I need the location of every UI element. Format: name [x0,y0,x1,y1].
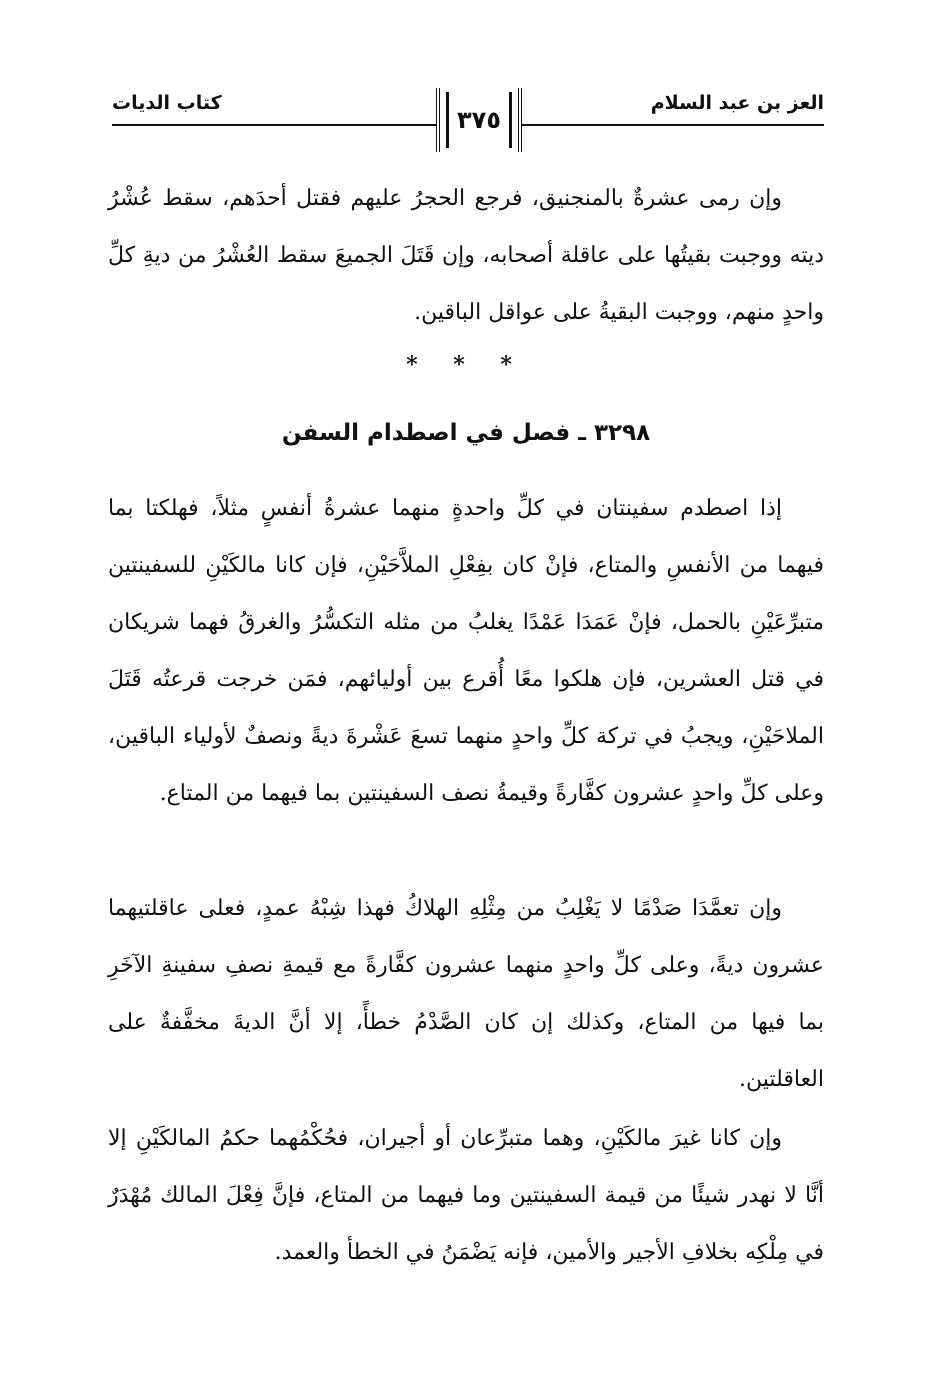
text-block-4 [108,1110,824,1281]
paragraph-2: إذا اصطدم سفينتان في كلِّ واحدةٍ منهما عشرةُ أنفسٍ مثلاً، فهلكتا بما فيهما من الأنفسِ والمتاع، فإنْ كان بفِعْلِ الملاَّحَيْنِ، فإن كانا مالكَيْنِ للسفينتين متبرِّعَيْنِ بالحمل، فإنْ عَمَدَا عَمْدًا يغلبُ من مثله التكسُّرُ والغرقُ فهما شريكان في قتل العشرين، فإن هلكوا معًا أُقرع بين أوليائهم، فمَن خرجت قرعتُه قَتَلَ الملاحَيْنِ، ويجبُ في تركة كلِّ واحدٍ منهما تسعَ عَشْرةَ ديةً ونصفٌ لأولياء الباقين، وعلى كلِّ واحدٍ عشرون كفَّارةً وقيمةُ نصف السفينتين بما فيهما من المتاع. [108,496,824,806]
paragraph-4: وإن كانا غيرَ مالكَيْنِ، وهما متبرِّعان أو أجيران، فحُكْمُهما حكمُ المالكَيْنِ إلا أنَّا لا نهدر شيئًا من قيمة السفينتين وما فيهما من المتاع، فإنَّ فِعْلَ المالك مُهْدَرٌ في مِلْكِه بخلافِ الأجير والأمين، فإنه يَضْمَنُ في الخطأ والعمد. [108,1126,824,1265]
section-separator: * * * [406,352,526,378]
paragraph-1: وإن رمى عشرةٌ بالمنجنيق، فرجع الحجرُ عليهم فقتل أحدَهم، سقط عُشْرُ ديته ووجبت بقيتُها على عاقلة أصحابه، وإن قَتَلَ الجميعَ سقط العُشْرُ من ديةِ كلِّ واحدٍ منهم، ووجبت البقيةُ على عواقل الباقين. [108,186,824,325]
header-book-title: كتاب الديات [112,92,222,114]
page-number: ٣٧٥ [457,106,501,134]
page-header [112,88,824,158]
text-block-3 [108,880,824,1108]
text-block-2 [108,480,824,822]
page-number-frame [436,88,522,152]
section-title: ٣٢٩٨ ـ فصل في اصطدام السفن [281,420,651,446]
paragraph-3: وإن تعمَّدَا صَدْمًا لا يَغْلِبُ من مِثْلِهِ الهلاكُ فهذا شِبْهُ عمدٍ، فعلى عاقلتيهما عشرون ديةً، وعلى كلِّ واحدٍ منهما عشرون كفَّارةً مع قيمةِ نصفِ سفينةِ الآخَرِ بما فيها من المتاع، وكذلك إن كان الصَّدْمُ خطأً، إلا أنَّ الديةَ مخفَّفةٌ على العاقلتين. [108,896,824,1092]
text-block-1 [108,170,824,341]
header-author: العز بن عبد السلام [650,92,824,114]
